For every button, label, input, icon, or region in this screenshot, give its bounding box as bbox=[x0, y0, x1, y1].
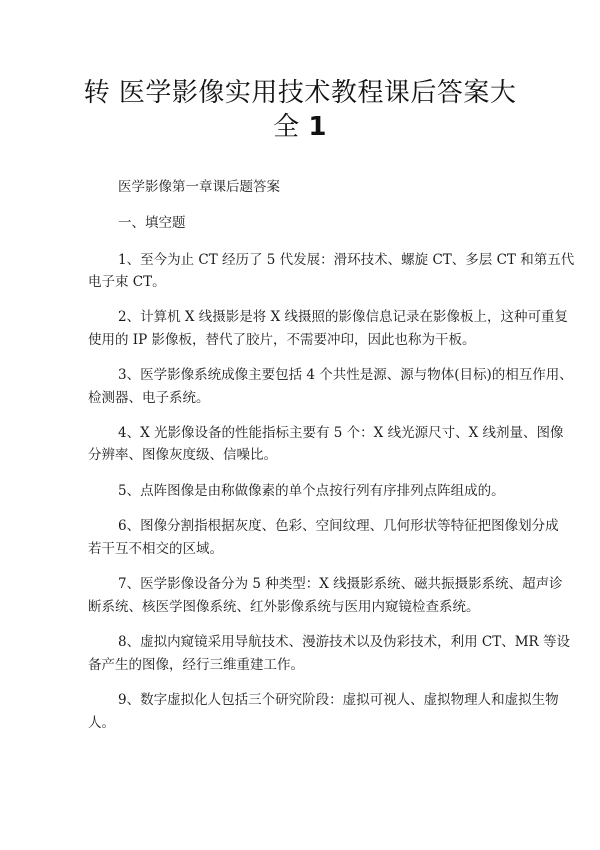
answer-1-line-2: 电子束 CT。 bbox=[88, 274, 166, 290]
answer-3-line-1: 3、医学影像系统成像主要包括 4 个共性是源、源与物体(目标)的相互作用、 bbox=[118, 367, 573, 383]
answer-6-line-1: 6、图像分割指根据灰度、色彩、空间纹理、几何形状等特征把图像划分成 bbox=[118, 518, 559, 534]
answer-5-line-1: 5、点阵图像是由称做像素的单个点按行列有序排列点阵组成的。 bbox=[118, 483, 505, 499]
answer-9-line-2: 人。 bbox=[88, 715, 115, 731]
title-number: 1 bbox=[308, 112, 327, 142]
answer-2-line-1: 2、计算机 X 线摄影是将 X 线摄照的影像信息记录在影像板上，这种可重复 bbox=[118, 309, 568, 325]
answer-8-line-2: 备产生的图像，经行三维重建工作。 bbox=[88, 657, 304, 673]
chapter-heading: 医学影像第一章课后题答案 bbox=[118, 179, 280, 195]
answer-3-line-2: 检测器、电子系统。 bbox=[88, 390, 210, 406]
answer-4-line-2: 分辨率、图像灰度级、信噪比。 bbox=[88, 447, 277, 463]
answer-9-line-1: 9、数字虚拟化人包括三个研究阶段：虚拟可视人、虚拟物理人和虚拟生物 bbox=[118, 692, 559, 708]
answer-7-line-1: 7、医学影像设备分为 5 种类型：X 线摄影系统、磁共振摄影系统、超声诊 bbox=[118, 576, 563, 592]
answer-1-line-1: 1、至今为止 CT 经历了 5 代发展：滑环技术、螺旋 CT、多层 CT 和第五代 bbox=[118, 252, 575, 268]
answer-2-line-2: 使用的 IP 影像板，替代了胶片，不需要冲印，因此也称为干板。 bbox=[88, 332, 476, 348]
answer-6-line-2: 若干互不相交的区域。 bbox=[88, 541, 223, 557]
title-text: 全 bbox=[273, 112, 300, 142]
answer-4-line-1: 4、X 光影像设备的性能指标主要有 5 个：X 线光源尺寸、X 线剂量、图像 bbox=[118, 425, 564, 441]
answer-7-line-2: 断系统、核医学图像系统、红外影像系统与医用内窥镜检查系统。 bbox=[88, 599, 480, 615]
document-title-line-2 bbox=[60, 106, 540, 143]
section-heading: 一、填空题 bbox=[118, 215, 186, 231]
answer-8-line-1: 8、虚拟内窥镜采用导航技术、漫游技术以及伪彩技术，利用 CT、MR 等设 bbox=[118, 634, 570, 650]
document-title-line-1: 转 医学影像实用技术教程课后答案大 bbox=[83, 78, 517, 108]
